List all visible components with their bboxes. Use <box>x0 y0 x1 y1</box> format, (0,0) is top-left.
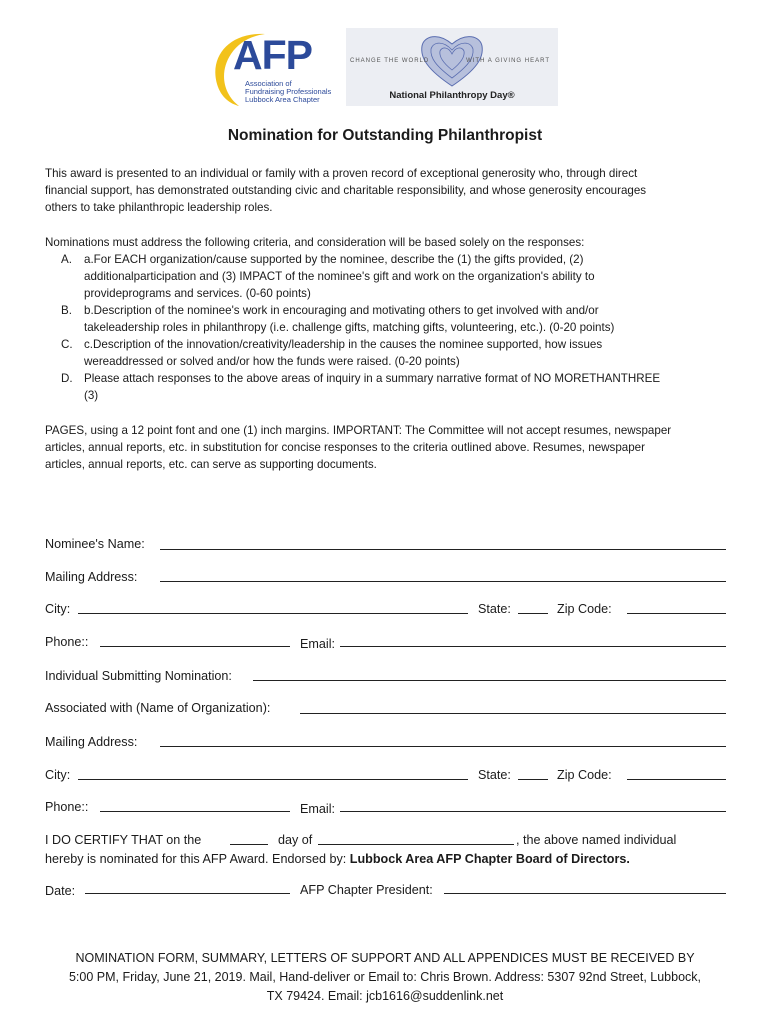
associated-org-label: Associated with (Name of Organization): <box>45 701 271 715</box>
nominee-phone-label: Phone:: <box>45 635 89 649</box>
submitter-phone-label: Phone:: <box>45 800 89 814</box>
nominee-zip-label: Zip Code: <box>557 602 612 616</box>
submitter-mailing-address-label: Mailing Address: <box>45 735 138 749</box>
submitter-zip-label: Zip Code: <box>557 768 612 782</box>
nominee-name-field[interactable] <box>160 549 726 550</box>
president-label: AFP Chapter President: <box>300 883 433 897</box>
page-title: Nomination for Outstanding Philanthropist <box>227 127 543 144</box>
criteria-intro: Nominations must address the following criteria, and consideration will be based solely on the responses: <box>45 236 585 249</box>
endorsement-board: Lubbock Area AFP Chapter Board of Directors. <box>349 852 630 866</box>
nominee-zip-field[interactable] <box>627 613 726 614</box>
criteria-item-b: B. b.Description of the nominee's work in encouraging and motivating others to get involved with and/or takeleadership roles in philanthropy (i.e. challenge gifts, matching gifts, volunteering, etc.). (0-20 points) <box>61 304 615 334</box>
certify-day-field[interactable] <box>230 844 268 845</box>
certify-label-1: I DO CERTIFY THAT on the <box>45 833 202 847</box>
associated-org-field[interactable] <box>300 713 726 714</box>
nominee-name-label: Nominee's Name: <box>45 537 145 551</box>
submitter-state-field[interactable] <box>518 779 548 780</box>
certify-label-2: day of <box>278 833 313 847</box>
nominee-mailing-address-field[interactable] <box>160 581 726 582</box>
submitter-email-field[interactable] <box>340 811 726 812</box>
nominee-city-field[interactable] <box>78 613 468 614</box>
np-right-text: WITH A GIVING HEART <box>466 58 550 64</box>
nominee-mailing-address-label: Mailing Address: <box>45 570 138 584</box>
nominee-email-field[interactable] <box>340 646 726 647</box>
nominee-state-field[interactable] <box>518 613 548 614</box>
submission-footer: NOMINATION FORM, SUMMARY, LETTERS OF SUPPORT AND ALL APPENDICES MUST BE RECEIVED BY 5:00 PM, Friday, June 21, 2019. Mail, Hand-deliver or Email to: Chris Brown. Address: 5307 92nd Street, Lubbock, TX 79424. Email: jcb1616@suddenlink.net <box>68 951 702 1003</box>
nominee-email-label: Email: <box>300 637 335 651</box>
submitter-field[interactable] <box>253 680 726 681</box>
submitter-state-label: State: <box>478 768 511 782</box>
nominee-state-label: State: <box>478 602 511 616</box>
submitter-zip-field[interactable] <box>627 779 726 780</box>
submitter-city-label: City: <box>45 768 71 782</box>
criteria-item-c: C. c.Description of the innovation/creativity/leadership in the causes the nominee supported, how issues wereaddressed or solved and/or how the funds were raised. (0-20 points) <box>61 338 603 368</box>
endorsement-prefix: hereby is nominated for this AFP Award. Endorsed by: <box>45 852 347 866</box>
np-left-text: CHANGE THE WORLD <box>350 58 430 64</box>
pages-paragraph: PAGES, using a 12 point font and one (1) inch margins. IMPORTANT: The Committee will not accept resumes, newspaper articles, annual reports, etc. in substitution for concise responses to the criteria outlined above. Resumes, newspaper articles, annual reports, etc. can serve as supporting documents. <box>45 424 672 471</box>
submitter-phone-field[interactable] <box>100 811 290 812</box>
submitter-mailing-address-field[interactable] <box>160 746 726 747</box>
president-field[interactable] <box>444 893 726 894</box>
submitter-city-field[interactable] <box>78 779 468 780</box>
nominee-phone-field[interactable] <box>100 646 290 647</box>
submitter-label: Individual Submitting Nomination: <box>45 669 232 683</box>
criteria-item-a: A. a.For EACH organization/cause supported by the nominee, describe the (1) the gifts provided, (2) additionalparticipation and (3) IMPACT of the nominee's gift and work on the organization's ability to provideprograms and services. (0-60 points) <box>61 253 595 300</box>
afp-subtitle: Association of Fundraising Professionals Lubbock Area Chapter <box>245 79 332 104</box>
national-philanthropy-day-logo <box>346 28 558 106</box>
intro-paragraph: This award is presented to an individual or family with a proven record of exceptional generosity who, through direct financial support, has demonstrated outstanding civic and charitable responsibility, and whose generosity encourages others to take philanthropic leadership roles. <box>45 167 647 214</box>
date-field[interactable] <box>85 893 290 894</box>
endorsement-line <box>45 851 630 867</box>
certify-label-3: , the above named individual <box>516 833 677 847</box>
nominee-city-label: City: <box>45 602 71 616</box>
date-label: Date: <box>45 884 76 898</box>
afp-logo <box>205 28 333 108</box>
criteria-item-d: D. Please attach responses to the above areas of inquiry in a summary narrative format of NO MORETHANTHREE (3) <box>61 372 661 402</box>
np-title: National Philanthropy Day® <box>389 90 515 101</box>
submitter-email-label: Email: <box>300 802 335 816</box>
afp-letters: AFP <box>233 32 312 78</box>
certify-month-field[interactable] <box>318 844 514 845</box>
